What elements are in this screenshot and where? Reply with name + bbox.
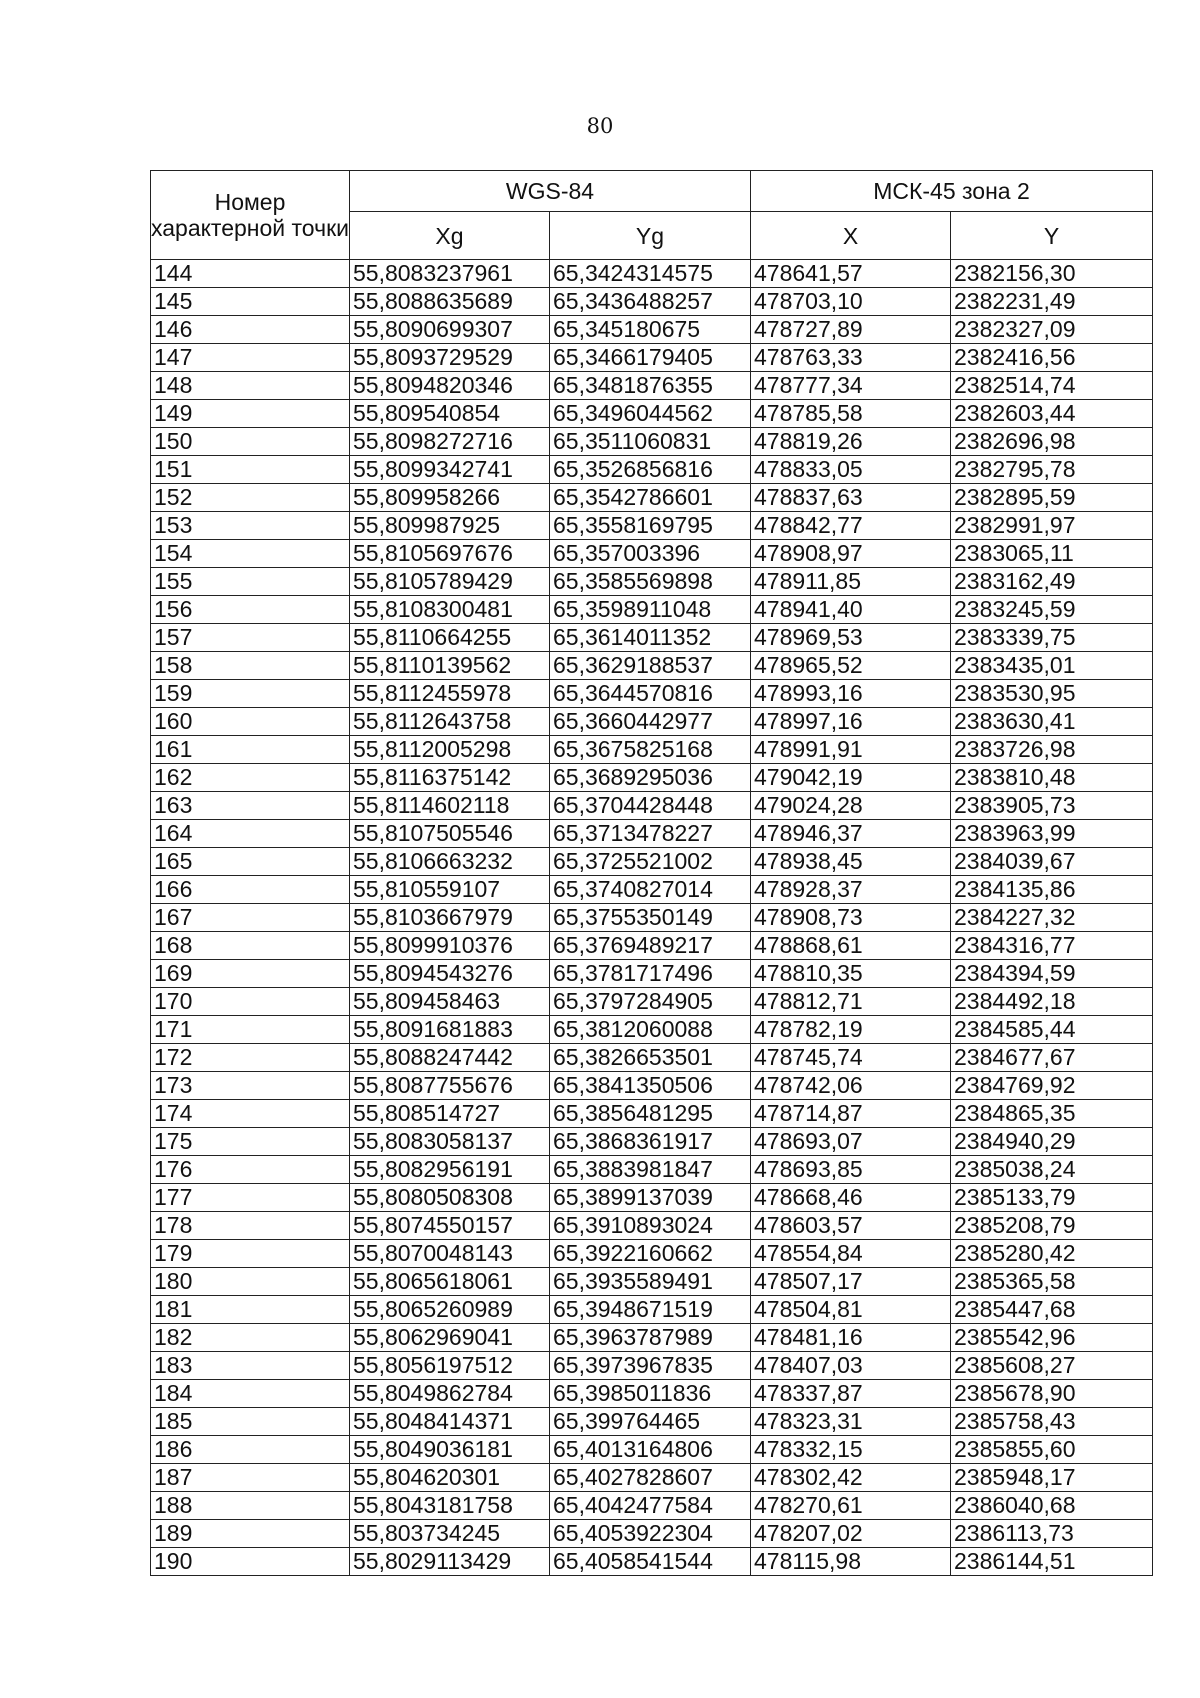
table-row [151, 1100, 1153, 1128]
x-cell: 478332,15 [751, 1436, 951, 1464]
xg-cell: 55,8099910376 [350, 932, 550, 960]
xg-cell: 55,8108300481 [350, 596, 550, 624]
xg-cell: 55,809958266 [350, 484, 550, 512]
yg-cell: 65,3812060088 [550, 1016, 751, 1044]
table-row [151, 1268, 1153, 1296]
xg-cell: 55,8105789429 [350, 568, 550, 596]
point-number-cell: 148 [151, 372, 350, 400]
y-cell: 2384769,92 [951, 1072, 1153, 1100]
x-cell: 478777,34 [751, 372, 951, 400]
y-cell: 2382327,09 [951, 316, 1153, 344]
y-cell: 2383339,75 [951, 624, 1153, 652]
yg-cell: 65,3598911048 [550, 596, 751, 624]
yg-cell: 65,3985011836 [550, 1380, 751, 1408]
table-row [151, 1184, 1153, 1212]
yg-cell: 65,4053922304 [550, 1520, 751, 1548]
x-cell: 478969,53 [751, 624, 951, 652]
point-number-cell: 188 [151, 1492, 350, 1520]
xg-cell: 55,8112643758 [350, 708, 550, 736]
xg-cell: 55,8094543276 [350, 960, 550, 988]
point-number-cell: 180 [151, 1268, 350, 1296]
point-number-cell: 179 [151, 1240, 350, 1268]
y-cell: 2385542,96 [951, 1324, 1153, 1352]
point-number-cell: 187 [151, 1464, 350, 1492]
table-row [151, 1548, 1153, 1576]
point-number-cell: 163 [151, 792, 350, 820]
table-row [151, 904, 1153, 932]
point-number-cell: 152 [151, 484, 350, 512]
y-cell: 2384585,44 [951, 1016, 1153, 1044]
x-cell: 478270,61 [751, 1492, 951, 1520]
yg-cell: 65,3629188537 [550, 652, 751, 680]
xg-cell: 55,8112455978 [350, 680, 550, 708]
xg-cell: 55,8049036181 [350, 1436, 550, 1464]
y-cell: 2383162,49 [951, 568, 1153, 596]
x-column-header: X [751, 212, 951, 260]
point-number-cell: 185 [151, 1408, 350, 1436]
y-column-header: Y [951, 212, 1153, 260]
x-cell: 478997,16 [751, 708, 951, 736]
x-cell: 478507,17 [751, 1268, 951, 1296]
xg-cell: 55,8083237961 [350, 260, 550, 288]
x-cell: 478785,58 [751, 400, 951, 428]
x-cell: 478323,31 [751, 1408, 951, 1436]
xg-cell: 55,8110139562 [350, 652, 550, 680]
point-number-cell: 165 [151, 848, 350, 876]
y-cell: 2383810,48 [951, 764, 1153, 792]
x-cell: 478337,87 [751, 1380, 951, 1408]
point-number-cell: 169 [151, 960, 350, 988]
point-number-cell: 161 [151, 736, 350, 764]
y-cell: 2385678,90 [951, 1380, 1153, 1408]
table-row [151, 1072, 1153, 1100]
table-row [151, 1464, 1153, 1492]
table-row [151, 288, 1153, 316]
table-row [151, 596, 1153, 624]
table-row [151, 848, 1153, 876]
xg-cell: 55,8070048143 [350, 1240, 550, 1268]
y-cell: 2383630,41 [951, 708, 1153, 736]
yg-cell: 65,3769489217 [550, 932, 751, 960]
y-cell: 2382895,59 [951, 484, 1153, 512]
y-cell: 2386040,68 [951, 1492, 1153, 1520]
table-row [151, 1016, 1153, 1044]
y-cell: 2382514,74 [951, 372, 1153, 400]
table-row [151, 568, 1153, 596]
table-row [151, 260, 1153, 288]
point-number-header: Номер характерной точки [151, 171, 350, 260]
point-number-cell: 168 [151, 932, 350, 960]
x-cell: 478812,71 [751, 988, 951, 1016]
y-cell: 2384135,86 [951, 876, 1153, 904]
x-cell: 478481,16 [751, 1324, 951, 1352]
table-row [151, 1492, 1153, 1520]
y-cell: 2383065,11 [951, 540, 1153, 568]
x-cell: 478908,73 [751, 904, 951, 932]
y-cell: 2385608,27 [951, 1352, 1153, 1380]
y-cell: 2382795,78 [951, 456, 1153, 484]
y-cell: 2385948,17 [951, 1464, 1153, 1492]
xg-cell: 55,809987925 [350, 512, 550, 540]
table-row [151, 428, 1153, 456]
table-header [151, 171, 1153, 260]
yg-cell: 65,3740827014 [550, 876, 751, 904]
yg-cell: 65,3910893024 [550, 1212, 751, 1240]
yg-cell: 65,3856481295 [550, 1100, 751, 1128]
x-cell: 478810,35 [751, 960, 951, 988]
yg-cell: 65,3922160662 [550, 1240, 751, 1268]
point-number-cell: 164 [151, 820, 350, 848]
x-cell: 478407,03 [751, 1352, 951, 1380]
yg-cell: 65,345180675 [550, 316, 751, 344]
table-row [151, 820, 1153, 848]
x-cell: 478603,57 [751, 1212, 951, 1240]
table-row [151, 736, 1153, 764]
y-cell: 2384677,67 [951, 1044, 1153, 1072]
y-cell: 2383435,01 [951, 652, 1153, 680]
xg-cell: 55,8110664255 [350, 624, 550, 652]
coordinates-table [150, 170, 1153, 1576]
xg-cell: 55,8103667979 [350, 904, 550, 932]
xg-cell: 55,8093729529 [350, 344, 550, 372]
xg-cell: 55,8106663232 [350, 848, 550, 876]
point-number-cell: 171 [151, 1016, 350, 1044]
xg-cell: 55,8074550157 [350, 1212, 550, 1240]
point-number-cell: 177 [151, 1184, 350, 1212]
y-cell: 2385758,43 [951, 1408, 1153, 1436]
point-number-cell: 178 [151, 1212, 350, 1240]
xg-cell: 55,8094820346 [350, 372, 550, 400]
x-cell: 478745,74 [751, 1044, 951, 1072]
y-cell: 2382231,49 [951, 288, 1153, 316]
point-number-cell: 182 [151, 1324, 350, 1352]
y-cell: 2385133,79 [951, 1184, 1153, 1212]
yg-cell: 65,357003396 [550, 540, 751, 568]
yg-cell: 65,3585569898 [550, 568, 751, 596]
xg-cell: 55,8083058137 [350, 1128, 550, 1156]
xg-cell: 55,8107505546 [350, 820, 550, 848]
yg-cell: 65,3899137039 [550, 1184, 751, 1212]
xg-cell: 55,8065618061 [350, 1268, 550, 1296]
x-cell: 479024,28 [751, 792, 951, 820]
table-row [151, 540, 1153, 568]
point-number-cell: 176 [151, 1156, 350, 1184]
xg-cell: 55,8090699307 [350, 316, 550, 344]
table-row [151, 1212, 1153, 1240]
y-cell: 2382416,56 [951, 344, 1153, 372]
y-cell: 2385038,24 [951, 1156, 1153, 1184]
yg-cell: 65,3644570816 [550, 680, 751, 708]
yg-cell: 65,3797284905 [550, 988, 751, 1016]
point-number-cell: 150 [151, 428, 350, 456]
xg-cell: 55,810559107 [350, 876, 550, 904]
xg-cell: 55,8088635689 [350, 288, 550, 316]
y-cell: 2384940,29 [951, 1128, 1153, 1156]
x-cell: 478504,81 [751, 1296, 951, 1324]
y-cell: 2384039,67 [951, 848, 1153, 876]
point-number-cell: 154 [151, 540, 350, 568]
y-cell: 2386113,73 [951, 1520, 1153, 1548]
point-number-cell: 159 [151, 680, 350, 708]
y-cell: 2383905,73 [951, 792, 1153, 820]
point-number-cell: 144 [151, 260, 350, 288]
point-number-cell: 156 [151, 596, 350, 624]
y-cell: 2382603,44 [951, 400, 1153, 428]
y-cell: 2385208,79 [951, 1212, 1153, 1240]
x-cell: 478946,37 [751, 820, 951, 848]
table-row [151, 1380, 1153, 1408]
table-row [151, 372, 1153, 400]
yg-cell: 65,3481876355 [550, 372, 751, 400]
table-row [151, 1520, 1153, 1548]
point-number-cell: 166 [151, 876, 350, 904]
xg-cell: 55,8116375142 [350, 764, 550, 792]
xg-cell: 55,808514727 [350, 1100, 550, 1128]
point-number-cell: 174 [151, 1100, 350, 1128]
yg-cell: 65,3436488257 [550, 288, 751, 316]
y-cell: 2382696,98 [951, 428, 1153, 456]
point-number-cell: 175 [151, 1128, 350, 1156]
xg-cell: 55,8065260989 [350, 1296, 550, 1324]
point-number-cell: 151 [151, 456, 350, 484]
table-row [151, 876, 1153, 904]
yg-cell: 65,3973967835 [550, 1352, 751, 1380]
table-row [151, 484, 1153, 512]
yg-cell: 65,4058541544 [550, 1548, 751, 1576]
xg-cell: 55,8043181758 [350, 1492, 550, 1520]
yg-cell: 65,4027828607 [550, 1464, 751, 1492]
xg-cell: 55,8091681883 [350, 1016, 550, 1044]
y-cell: 2384865,35 [951, 1100, 1153, 1128]
table-row [151, 708, 1153, 736]
msk45-group-header: МСК-45 зона 2 [751, 171, 1153, 212]
yg-cell: 65,3841350506 [550, 1072, 751, 1100]
yg-cell: 65,3755350149 [550, 904, 751, 932]
point-number-cell: 181 [151, 1296, 350, 1324]
xg-cell: 55,8062969041 [350, 1324, 550, 1352]
x-cell: 478868,61 [751, 932, 951, 960]
point-number-cell: 146 [151, 316, 350, 344]
yg-cell: 65,4013164806 [550, 1436, 751, 1464]
point-number-cell: 153 [151, 512, 350, 540]
table-row [151, 988, 1153, 1016]
table-row [151, 1324, 1153, 1352]
point-number-cell: 162 [151, 764, 350, 792]
point-number-cell: 172 [151, 1044, 350, 1072]
xg-cell: 55,809458463 [350, 988, 550, 1016]
y-cell: 2386144,51 [951, 1548, 1153, 1576]
yg-cell: 65,3713478227 [550, 820, 751, 848]
table-body [151, 260, 1153, 1576]
x-cell: 478115,98 [751, 1548, 951, 1576]
yg-cell: 65,3868361917 [550, 1128, 751, 1156]
yg-cell: 65,3948671519 [550, 1296, 751, 1324]
xg-cell: 55,8112005298 [350, 736, 550, 764]
x-cell: 478742,06 [751, 1072, 951, 1100]
xg-cell: 55,809540854 [350, 400, 550, 428]
x-cell: 478763,33 [751, 344, 951, 372]
yg-cell: 65,4042477584 [550, 1492, 751, 1520]
point-number-cell: 190 [151, 1548, 350, 1576]
xg-cell: 55,8098272716 [350, 428, 550, 456]
yg-cell: 65,3496044562 [550, 400, 751, 428]
page-number: 80 [586, 114, 614, 138]
table-row [151, 1436, 1153, 1464]
x-cell: 478693,07 [751, 1128, 951, 1156]
x-cell: 478833,05 [751, 456, 951, 484]
table-row [151, 932, 1153, 960]
yg-cell: 65,3466179405 [550, 344, 751, 372]
x-cell: 478965,52 [751, 652, 951, 680]
x-cell: 478714,87 [751, 1100, 951, 1128]
yg-cell: 65,3526856816 [550, 456, 751, 484]
y-cell: 2382156,30 [951, 260, 1153, 288]
x-cell: 479042,19 [751, 764, 951, 792]
y-cell: 2385447,68 [951, 1296, 1153, 1324]
xg-cell: 55,8088247442 [350, 1044, 550, 1072]
table-row [151, 624, 1153, 652]
table-row [151, 400, 1153, 428]
point-number-cell: 189 [151, 1520, 350, 1548]
x-cell: 478819,26 [751, 428, 951, 456]
xg-cell: 55,8087755676 [350, 1072, 550, 1100]
x-cell: 478941,40 [751, 596, 951, 624]
table-row [151, 960, 1153, 988]
yg-cell: 65,399764465 [550, 1408, 751, 1436]
yg-cell: 65,3725521002 [550, 848, 751, 876]
x-cell: 478554,84 [751, 1240, 951, 1268]
xg-cell: 55,8056197512 [350, 1352, 550, 1380]
x-cell: 478782,19 [751, 1016, 951, 1044]
xg-cell: 55,8099342741 [350, 456, 550, 484]
xg-cell: 55,8105697676 [350, 540, 550, 568]
yg-cell: 65,3781717496 [550, 960, 751, 988]
table-row [151, 652, 1153, 680]
table-row [151, 1352, 1153, 1380]
y-cell: 2384227,32 [951, 904, 1153, 932]
point-number-cell: 149 [151, 400, 350, 428]
yg-cell: 65,3963787989 [550, 1324, 751, 1352]
y-cell: 2385280,42 [951, 1240, 1153, 1268]
point-number-cell: 158 [151, 652, 350, 680]
table-row [151, 512, 1153, 540]
x-cell: 478938,45 [751, 848, 951, 876]
yg-column-header: Yg [550, 212, 751, 260]
yg-cell: 65,3542786601 [550, 484, 751, 512]
table-row [151, 764, 1153, 792]
table-row [151, 792, 1153, 820]
x-cell: 478993,16 [751, 680, 951, 708]
x-cell: 478991,91 [751, 736, 951, 764]
xg-cell: 55,8049862784 [350, 1380, 550, 1408]
point-number-cell: 145 [151, 288, 350, 316]
xg-column-header: Xg [350, 212, 550, 260]
yg-cell: 65,3689295036 [550, 764, 751, 792]
x-cell: 478668,46 [751, 1184, 951, 1212]
y-cell: 2384492,18 [951, 988, 1153, 1016]
table-row [151, 1296, 1153, 1324]
table-row [151, 456, 1153, 484]
x-cell: 478908,97 [751, 540, 951, 568]
y-cell: 2382991,97 [951, 512, 1153, 540]
table-row [151, 344, 1153, 372]
yg-cell: 65,3614011352 [550, 624, 751, 652]
point-number-cell: 147 [151, 344, 350, 372]
table-row [151, 1044, 1153, 1072]
xg-cell: 55,8048414371 [350, 1408, 550, 1436]
yg-cell: 65,3424314575 [550, 260, 751, 288]
y-cell: 2385855,60 [951, 1436, 1153, 1464]
yg-cell: 65,3704428448 [550, 792, 751, 820]
xg-cell: 55,804620301 [350, 1464, 550, 1492]
point-number-cell: 160 [151, 708, 350, 736]
yg-cell: 65,3675825168 [550, 736, 751, 764]
point-number-cell: 173 [151, 1072, 350, 1100]
point-number-cell: 167 [151, 904, 350, 932]
point-number-cell: 155 [151, 568, 350, 596]
y-cell: 2385365,58 [951, 1268, 1153, 1296]
yg-cell: 65,3511060831 [550, 428, 751, 456]
point-number-cell: 184 [151, 1380, 350, 1408]
table-row [151, 1128, 1153, 1156]
x-cell: 478207,02 [751, 1520, 951, 1548]
y-cell: 2383530,95 [951, 680, 1153, 708]
xg-cell: 55,8029113429 [350, 1548, 550, 1576]
xg-cell: 55,8114602118 [350, 792, 550, 820]
y-cell: 2383245,59 [951, 596, 1153, 624]
x-cell: 478727,89 [751, 316, 951, 344]
table-row [151, 1240, 1153, 1268]
xg-cell: 55,8082956191 [350, 1156, 550, 1184]
yg-cell: 65,3883981847 [550, 1156, 751, 1184]
x-cell: 478842,77 [751, 512, 951, 540]
xg-cell: 55,803734245 [350, 1520, 550, 1548]
point-number-cell: 170 [151, 988, 350, 1016]
yg-cell: 65,3826653501 [550, 1044, 751, 1072]
y-cell: 2384316,77 [951, 932, 1153, 960]
y-cell: 2383963,99 [951, 820, 1153, 848]
point-number-cell: 186 [151, 1436, 350, 1464]
point-number-cell: 157 [151, 624, 350, 652]
yg-cell: 65,3935589491 [550, 1268, 751, 1296]
table-row [151, 1408, 1153, 1436]
wgs84-group-header: WGS-84 [350, 171, 751, 212]
point-number-cell: 183 [151, 1352, 350, 1380]
x-cell: 478928,37 [751, 876, 951, 904]
table-row [151, 680, 1153, 708]
xg-cell: 55,8080508308 [350, 1184, 550, 1212]
x-cell: 478837,63 [751, 484, 951, 512]
y-cell: 2384394,59 [951, 960, 1153, 988]
y-cell: 2383726,98 [951, 736, 1153, 764]
x-cell: 478911,85 [751, 568, 951, 596]
table-row [151, 1156, 1153, 1184]
yg-cell: 65,3660442977 [550, 708, 751, 736]
yg-cell: 65,3558169795 [550, 512, 751, 540]
x-cell: 478693,85 [751, 1156, 951, 1184]
x-cell: 478302,42 [751, 1464, 951, 1492]
table-row [151, 316, 1153, 344]
x-cell: 478703,10 [751, 288, 951, 316]
x-cell: 478641,57 [751, 260, 951, 288]
